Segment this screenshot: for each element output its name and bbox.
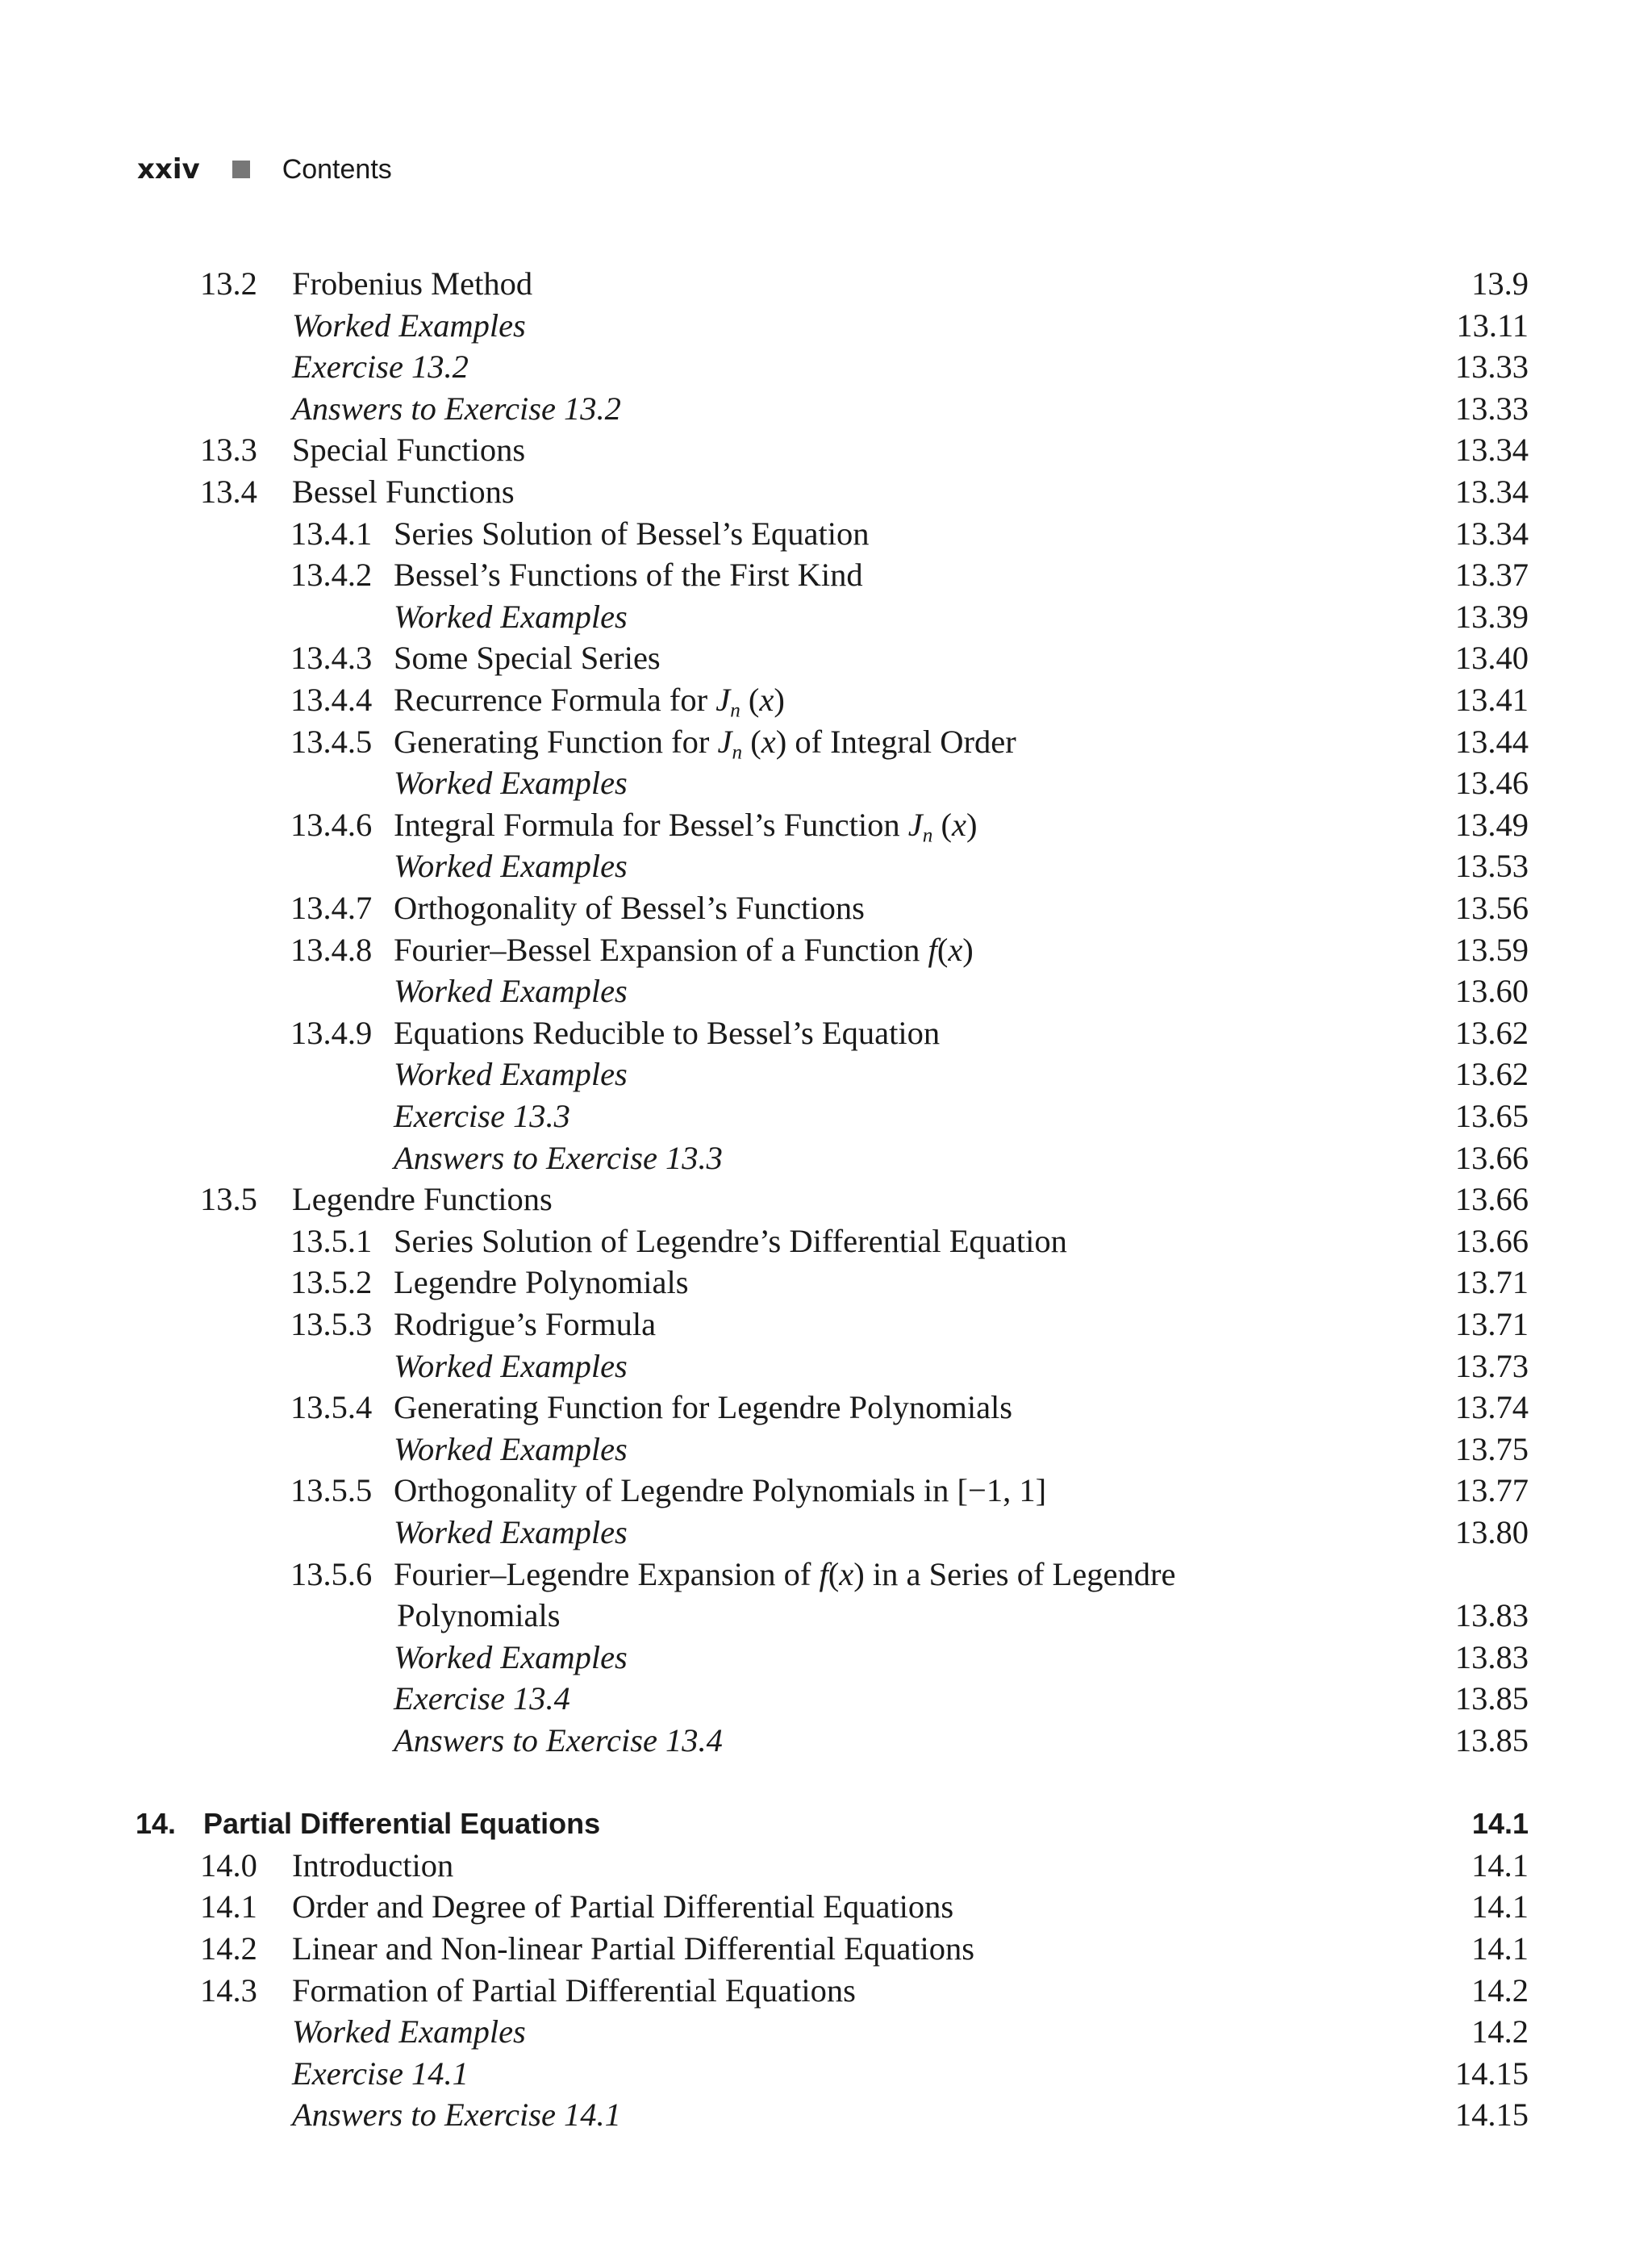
page-number: 13.59: [1454, 932, 1529, 968]
entry-title: [292, 471, 515, 513]
entry-title: [394, 679, 785, 721]
page-number: 13.40: [1454, 640, 1529, 676]
toc-entry[interactable]: [0, 637, 1652, 679]
function-notation: f(x): [819, 1556, 865, 1592]
entry-number: 14.3: [200, 1972, 257, 2009]
entry-title-text: Worked Examples: [394, 1514, 628, 1550]
entry-title-text: Orthogonality of Bessel’s Functions: [394, 890, 865, 926]
entry-title: [292, 1886, 953, 1928]
chapter-heading[interactable]: [0, 1803, 1652, 1845]
toc-entry[interactable]: [0, 1678, 1652, 1720]
entry-title-text: Worked Examples: [394, 599, 628, 635]
page-number: 13.49: [1454, 807, 1529, 843]
toc-entry[interactable]: [0, 263, 1652, 305]
entry-number: 13.4.5: [290, 724, 373, 760]
entry-number: 13.5.6: [290, 1556, 373, 1592]
entry-title-text: Recurrence Formula for: [394, 682, 708, 718]
entry-title: [394, 845, 628, 887]
entry-title-text: Formation of Partial Differential Equations: [292, 1972, 856, 2009]
math-subscript: n: [732, 741, 743, 764]
entry-number: 14.1: [200, 1888, 257, 1925]
entry-title-text: Series Solution of Legendre’s Differential Equation: [394, 1223, 1067, 1259]
entry-title: [394, 804, 977, 846]
page-number: 13.65: [1454, 1098, 1529, 1134]
page-number: 13.66: [1454, 1223, 1529, 1259]
page-number: 14.15: [1454, 2096, 1529, 2133]
entry-title: [394, 1012, 940, 1054]
entry-title-text: Frobenius Method: [292, 265, 533, 302]
toc-entry[interactable]: [0, 1512, 1652, 1554]
entry-title: [292, 2053, 469, 2095]
math-symbol: J: [715, 682, 731, 718]
toc-entry[interactable]: [0, 887, 1652, 929]
toc-entry[interactable]: [0, 305, 1652, 347]
entry-title: [394, 1637, 628, 1679]
entry-number: 13.4.6: [290, 807, 373, 843]
page-number: 13.62: [1454, 1056, 1529, 1092]
entry-title-text: Worked Examples: [394, 1056, 628, 1092]
entry-title-text: Worked Examples: [394, 1431, 628, 1467]
math-argument: (x): [742, 724, 787, 760]
entry-title: [397, 1595, 561, 1637]
entry-title: [292, 429, 525, 471]
entry-title-text: Answers to Exercise 13.4: [394, 1722, 723, 1758]
page-header: [137, 153, 392, 186]
toc-entry[interactable]: [0, 1095, 1652, 1137]
entry-title-text: Answers to Exercise 13.2: [292, 390, 621, 427]
entry-title: [292, 2011, 526, 2053]
entry-title-text: Answers to Exercise 14.1: [292, 2096, 621, 2133]
entry-title-text: Exercise 13.2: [292, 348, 469, 385]
page-number: 13.56: [1454, 890, 1529, 926]
toc-entry[interactable]: [0, 388, 1652, 430]
entry-title: [203, 1803, 600, 1845]
page-number: 13.74: [1454, 1389, 1529, 1425]
page-number: 13.66: [1454, 1140, 1529, 1176]
page-number: 13.53: [1454, 848, 1529, 884]
page-number: 14.1: [1471, 1847, 1529, 1884]
page-number: 13.39: [1454, 599, 1529, 635]
entry-title: [394, 596, 628, 638]
entry-title: [394, 637, 661, 679]
entry-title-text: Fourier–Bessel Expansion of a Function: [394, 932, 920, 968]
toc-entry[interactable]: [0, 2094, 1652, 2136]
entry-title: [394, 1512, 628, 1554]
toc-entry[interactable]: [0, 1928, 1652, 1970]
entry-title: [292, 1179, 553, 1220]
entry-title: [394, 1554, 1175, 1596]
entry-title-text: Generating Function for: [394, 724, 710, 760]
entry-title-text: Rodrigue’s Formula: [394, 1306, 657, 1342]
entry-title-text: Worked Examples: [394, 1639, 628, 1675]
toc-entry[interactable]: [0, 513, 1652, 555]
entry-title-text: Generating Function for Legendre Polynomials: [394, 1389, 1013, 1425]
toc-entry[interactable]: [0, 1179, 1652, 1220]
entry-title-text: Bessel Functions: [292, 474, 515, 510]
entry-title: [292, 346, 469, 388]
entry-title: [394, 554, 863, 596]
page-number: 14.2: [1471, 1972, 1529, 2009]
running-title: Contents: [282, 153, 392, 185]
page-number: 13.77: [1454, 1472, 1529, 1508]
entry-title-text: Exercise 13.4: [394, 1680, 570, 1717]
toc-entry[interactable]: [0, 970, 1652, 1012]
toc-entry[interactable]: [0, 1637, 1652, 1679]
entry-number: 14.: [136, 1807, 177, 1840]
entry-title: [394, 887, 865, 929]
entry-number: 13.5.4: [290, 1389, 373, 1425]
entry-title-text: Bessel’s Functions of the First Kind: [394, 557, 863, 593]
entry-title-text: Fourier–Legendre Expansion of: [394, 1556, 811, 1592]
entry-title-text: Worked Examples: [394, 765, 628, 801]
toc-entry[interactable]: [0, 762, 1652, 804]
page-number: 13.33: [1454, 348, 1529, 385]
math-argument: (x): [932, 807, 978, 843]
entry-title-text: Series Solution of Bessel’s Equation: [394, 515, 870, 552]
toc-entry[interactable]: [0, 1970, 1652, 2012]
toc-entry[interactable]: [0, 554, 1652, 596]
toc-entry[interactable]: [0, 1387, 1652, 1429]
entry-title: [394, 721, 1016, 763]
entry-number: 13.5: [200, 1181, 257, 1217]
entry-number: 13.4.9: [290, 1015, 373, 1051]
toc-entry[interactable]: [0, 1012, 1652, 1054]
entry-title: [394, 970, 628, 1012]
page-number: 14.15: [1454, 2055, 1529, 2092]
page-number: 13.83: [1454, 1639, 1529, 1675]
toc-entry[interactable]: [0, 1137, 1652, 1179]
toc-entry[interactable]: [0, 1220, 1652, 1262]
entry-title-continuation: in a Series of Legendre: [864, 1556, 1176, 1592]
page-number: 14.1: [1471, 1888, 1529, 1925]
page-number: 13.85: [1454, 1680, 1529, 1717]
entry-title: [394, 929, 974, 971]
page-number: 13.44: [1454, 724, 1529, 760]
toc-entry[interactable]: [0, 1053, 1652, 1095]
entry-title-text: Legendre Polynomials: [394, 1264, 689, 1300]
page-number: 13.60: [1454, 973, 1529, 1009]
function-notation: f(x): [928, 932, 974, 968]
entry-number: 13.3: [200, 432, 257, 468]
entry-title-text: Linear and Non-linear Partial Differential Equations: [292, 1930, 975, 1967]
entry-title: [394, 1304, 656, 1345]
page-number: 13.71: [1454, 1306, 1529, 1342]
toc-entry[interactable]: [0, 679, 1652, 721]
entry-title: [394, 1429, 628, 1471]
page-number: 13.41: [1454, 682, 1529, 718]
entry-number: 13.5.2: [290, 1264, 373, 1300]
entry-title: [292, 1970, 856, 2012]
math-symbol: J: [907, 807, 923, 843]
entry-number: 13.4.7: [290, 890, 373, 926]
page-number: 13.11: [1456, 307, 1529, 344]
entry-number: 13.5.3: [290, 1306, 373, 1342]
entry-title-text: Answers to Exercise 13.3: [394, 1140, 723, 1176]
entry-title-text: Some Special Series: [394, 640, 661, 676]
entry-title: [292, 388, 621, 430]
toc-entry[interactable]: [0, 721, 1652, 763]
toc-entry[interactable]: [0, 429, 1652, 471]
entry-number: 13.4.8: [290, 932, 373, 968]
toc-entry[interactable]: [0, 346, 1652, 388]
page-number: 13.66: [1454, 1181, 1529, 1217]
math-subscript: n: [730, 699, 740, 722]
entry-title: [394, 1720, 723, 1762]
toc-entry[interactable]: [0, 1345, 1652, 1387]
entry-title-continuation: of Integral Order: [786, 724, 1016, 760]
page-number: 13.37: [1454, 557, 1529, 593]
entry-title-text: Worked Examples: [292, 307, 526, 344]
entry-title-text: Equations Reducible to Bessel’s Equation: [394, 1015, 941, 1051]
entry-number: 13.4: [200, 474, 257, 510]
entry-title: [394, 1137, 723, 1179]
entry-title: [394, 1345, 628, 1387]
square-bullet-icon: [232, 161, 250, 178]
entry-number: 13.4.2: [290, 557, 373, 593]
entry-title-text: Integral Formula for Bessel’s Function: [394, 807, 900, 843]
entry-title: [292, 1928, 974, 1970]
toc-entry[interactable]: [0, 1429, 1652, 1471]
toc-entry[interactable]: [0, 804, 1652, 846]
entry-title: [394, 513, 869, 555]
entry-number: 13.2: [200, 265, 257, 302]
toc-entry[interactable]: [0, 1845, 1652, 1887]
page-number: 13.62: [1454, 1015, 1529, 1051]
toc-entry[interactable]: [0, 1886, 1652, 1928]
entry-title: [394, 1678, 570, 1720]
toc-entry[interactable]: [0, 2011, 1652, 2053]
entry-title-text: Worked Examples: [394, 973, 628, 1009]
toc-entry[interactable]: [0, 1470, 1652, 1512]
page-number: 13.73: [1454, 1348, 1529, 1384]
toc-entry[interactable]: [0, 2053, 1652, 2095]
toc-entry[interactable]: [0, 1554, 1652, 1596]
entry-title-text: Worked Examples: [394, 1348, 628, 1384]
entry-number: 13.4.1: [290, 515, 373, 552]
page-number: 13.71: [1454, 1264, 1529, 1300]
page-number: 13.83: [1454, 1597, 1529, 1633]
toc-entry[interactable]: [0, 1720, 1652, 1762]
page-folio: xxiv: [137, 153, 200, 186]
entry-title: [394, 1053, 628, 1095]
entry-title-text: Worked Examples: [292, 2013, 526, 2050]
entry-title-text: Exercise 13.3: [394, 1098, 570, 1134]
math-symbol: J: [717, 724, 732, 760]
toc-entry[interactable]: [0, 471, 1652, 513]
entry-number: 14.2: [200, 1930, 257, 1967]
entry-title: [394, 1220, 1067, 1262]
math-subscript: n: [922, 824, 933, 847]
page-number: 13.85: [1454, 1722, 1529, 1758]
page-number: 13.9: [1471, 265, 1529, 302]
entry-number: 13.5.5: [290, 1472, 373, 1508]
toc-entry[interactable]: [0, 1304, 1652, 1345]
entry-title: [394, 1387, 1012, 1429]
entry-title-text: Introduction: [292, 1847, 454, 1884]
page-number: 13.80: [1454, 1514, 1529, 1550]
entry-title: [394, 1095, 570, 1137]
entry-title: [394, 1470, 1046, 1512]
toc-entry[interactable]: [0, 1262, 1652, 1304]
entry-title: [394, 762, 628, 804]
entry-title: [394, 1262, 689, 1304]
entry-number: 13.5.1: [290, 1223, 373, 1259]
entry-title: [292, 263, 532, 305]
toc-entry[interactable]: [0, 929, 1652, 971]
entry-number: 14.0: [200, 1847, 257, 1884]
page-number: 13.33: [1454, 390, 1529, 427]
math-argument: (x): [740, 682, 785, 718]
page-number: 14.1: [1471, 1930, 1529, 1967]
entry-title-text: Polynomials: [397, 1597, 561, 1633]
entry-title-text: Exercise 14.1: [292, 2055, 469, 2092]
page-number: 13.46: [1454, 765, 1529, 801]
page-number: 13.34: [1454, 515, 1529, 552]
page-number: 13.34: [1454, 474, 1529, 510]
entry-title-text: Special Functions: [292, 432, 526, 468]
entry-title-text: Order and Degree of Partial Differential Equations: [292, 1888, 954, 1925]
toc-entry[interactable]: [0, 596, 1652, 638]
entry-title-text: Legendre Functions: [292, 1181, 553, 1217]
entry-title: [292, 2094, 621, 2136]
entry-title: [292, 1845, 453, 1887]
toc-entry[interactable]: [0, 845, 1652, 887]
entry-title: [292, 305, 526, 347]
entry-title-text: Worked Examples: [394, 848, 628, 884]
page-number: 14.2: [1471, 2013, 1529, 2050]
page-number: 13.75: [1454, 1431, 1529, 1467]
entry-title-text: Partial Differential Equations: [203, 1807, 601, 1840]
page-number: 14.1: [1471, 1807, 1529, 1840]
entry-number: 13.4.3: [290, 640, 373, 676]
entry-number: 13.4.4: [290, 682, 373, 718]
page-number: 13.34: [1454, 432, 1529, 468]
entry-title-text: Orthogonality of Legendre Polynomials in [−1, 1]: [394, 1472, 1047, 1508]
toc-entry[interactable]: [0, 1595, 1652, 1637]
